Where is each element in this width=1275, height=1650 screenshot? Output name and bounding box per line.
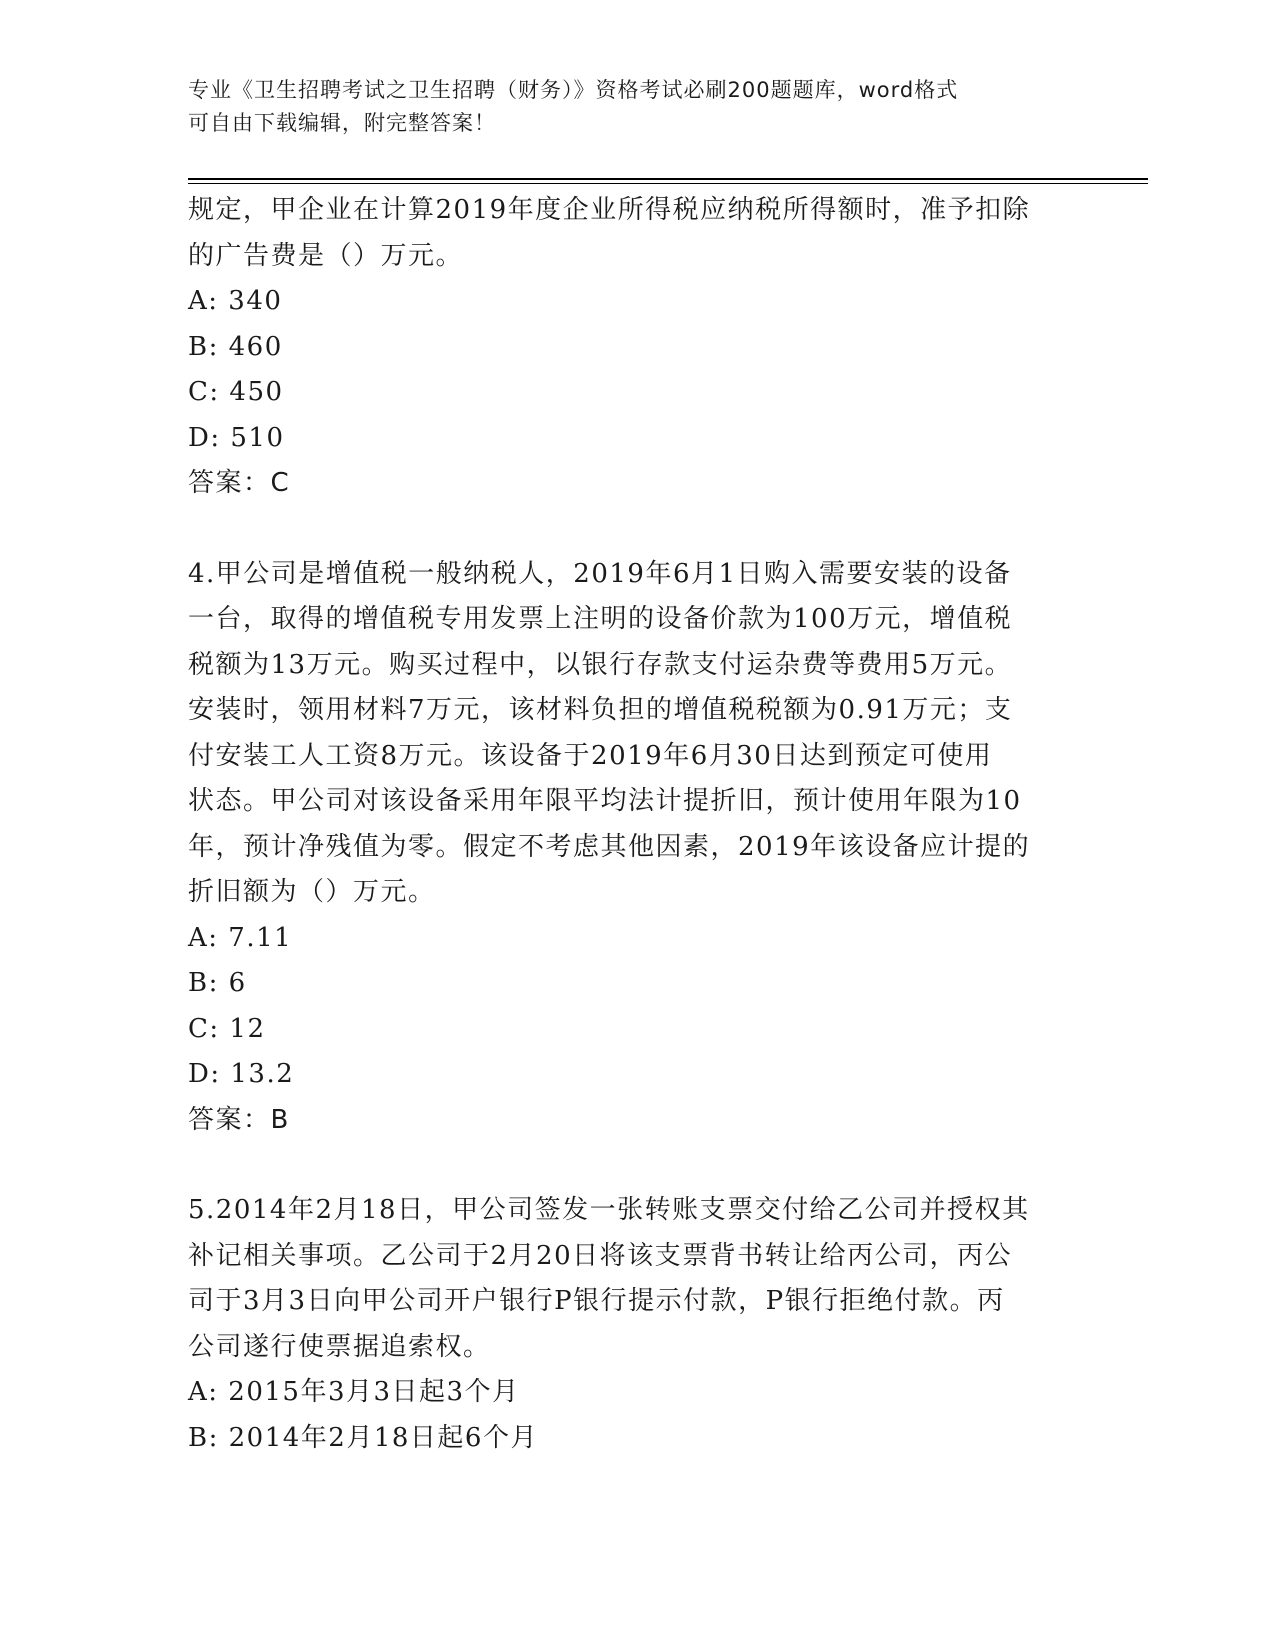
option-b: B: 460 [188,331,283,362]
question-stem-line: 司于3月3日向甲公司开户银行P银行提示付款，P银行拒绝付款。丙 [188,1286,1005,1316]
header-rule-thin [188,183,1148,184]
question-stem-line: 付安装工人工资8万元。该设备于2019年6月30日达到预定可使用 [188,740,993,771]
option-a: A: 7.11 [188,922,293,953]
option-b: B: 2014年2月18日起6个月 [188,1422,538,1453]
header-title-line-2: 可自由下载编辑，附完整答案！ [188,111,496,135]
question-stem-line: 状态。甲公司对该设备采用年限平均法计提折旧，预计使用年限为10 [188,786,1022,816]
option-d: D: 13.2 [188,1059,295,1089]
question-stem-line: 年，预计净残值为零。假定不考虑其他因素，2019年该设备应计提的 [188,831,1031,862]
question-stem-line: 一台，取得的增值税专用发票上注明的设备价款为100万元，增值税 [188,604,1013,634]
question-stem-line: 税额为13万元。购买过程中，以银行存款支付运杂费等费用5万元。 [188,649,1013,680]
question-stem-line: 5.2014年2月18日，甲公司签发一张转账支票交付给乙公司并授权其 [188,1195,1030,1225]
question-4 [188,552,1088,1144]
answer-line: 答案：B [188,1104,290,1135]
option-a: A: 2015年3月3日起3个月 [188,1377,520,1407]
question-3-continued [188,188,1088,507]
option-d: D: 510 [188,422,285,453]
spacer [188,1143,1088,1188]
option-a: A: 340 [188,286,283,316]
question-stem-line: 折旧额为（）万元。 [188,877,436,907]
question-stem-line: 公司遂行使票据追索权。 [188,1331,491,1362]
question-stem-line: 4.甲公司是增值税一般纳税人，2019年6月1日购入需要安装的设备 [188,558,1012,589]
header-title-line-1: 专业《卫生招聘考试之卫生招聘（财务）》资格考试必刷200题题库，word格式 [188,78,959,102]
question-stem-line: 的广告费是（）万元。 [188,240,464,271]
document-header [188,74,1068,140]
document-body [188,188,1088,1461]
question-stem-line: 规定，甲企业在计算2019年度企业所得税应纳税所得额时，准予扣除 [188,195,1031,225]
spacer [188,507,1088,552]
question-5 [188,1188,1088,1461]
option-c: C: 12 [188,1013,266,1044]
question-stem-line: 补记相关事项。乙公司于2月20日将该支票背书转让给丙公司，丙公 [188,1240,1013,1271]
header-rule-thick [188,178,1148,180]
option-c: C: 450 [188,377,284,407]
option-b: B: 6 [188,968,247,998]
answer-line: 答案：C [188,468,291,498]
question-stem-line: 安装时，领用材料7万元，该材料负担的增值税税额为0.91万元；支 [188,695,1013,725]
